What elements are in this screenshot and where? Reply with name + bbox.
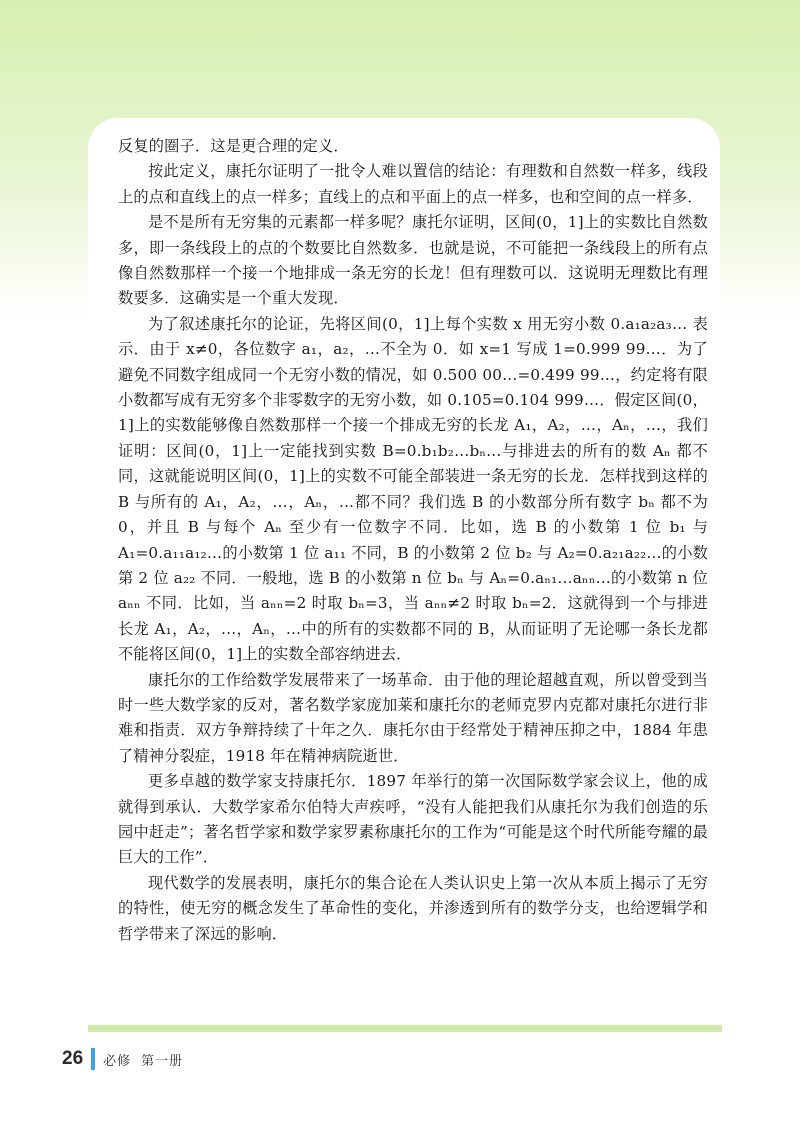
book-name: 必修 [103, 1053, 132, 1069]
paragraph-3: 是不是所有无穷集的元素都一样多呢？康托尔证明，区间(0，1]上的实数比自然数多，即一条线段上的点的个数要比自然数多．也就是说，不可能把一条线段上的所有点像自然数那样一个接一个地排成一条无穷的长龙！但有理数可以．这说明无理数比有理数要多．这确实是一个重大发现． [118, 213, 708, 308]
book-volume: 第一册 [141, 1053, 184, 1069]
paragraph-1: 反复的圈子．这是更合理的定义． [118, 137, 349, 155]
footer-accent-bar [91, 1048, 95, 1070]
paragraph-2: 按此定义，康托尔证明了一批令人难以置信的结论：有理数和自然数一样多，线段上的点和直线上的点一样多；直线上的点和平面上的点一样多，也和空间的点一样多． [118, 162, 708, 206]
paragraph-6: 更多卓越的数学家支持康托尔．1897 年举行的第一次国际数学家会议上，他的成就得到承认．大数学家希尔伯特大声疾呼，“没有人能把我们从康托尔为我们创造的乐园中赶走”；著名哲学家和数学家罗素称康托尔的工作为“可能是这个时代所能夸耀的最巨大的工作”． [118, 772, 708, 867]
book-title [103, 1050, 183, 1069]
page-number: 26 [62, 1048, 84, 1069]
paragraph-4: 为了叙述康托尔的论证，先将区间(0，1]上每个实数 x 用无穷小数 0.a₁a₂a₃… 表示．由于 x≠0，各位数字 a₁，a₂，…不全为 0．如 x=1 写成 1=0.999 99…．为了避免不同数字组成同一个无穷小数的情况，如 0.500 00…=0.499 99…，约定将有限小数都写成有无穷多个非零数字的无穷小数，如 0.105=0.104 999…．假定区间(0，1]上的实数能够像自然数那样一个接一个排成无穷的长龙 A₁，A₂，…，Aₙ，…，我们证明：区间(0，1]上一定能找到实数 B=0.b₁b₂…bₙ…与排进去的所有的数 Aₙ 都不同，这就能说明区间(0，1]上的实数不可能全部装进一条无穷的长龙．怎样找到这样的 B 与所有的 A₁，A₂，…，Aₙ，…都不同？我们选 B 的小数部分所有数字 bₙ 都不为 0，并且 B 与每个 Aₙ 至少有一位数字不同．比如，选 B 的小数第 1 位 b₁ 与 A₁=0.a₁₁a₁₂…的小数第 1 位 a₁₁ 不同，B 的小数第 2 位 b₂ 与 A₂=0.a₂₁a₂₂…的小数第 2 位 a₂₂ 不同．一般地，选 B 的小数第 n 位 bₙ 与 Aₙ=0.aₙ₁…aₙₙ…的小数第 n 位 aₙₙ 不同．比如，当 aₙₙ=2 时取 bₙ=3，当 aₙₙ≠2 时取 bₙ=2．这就得到一个与排进长龙 A₁，A₂，…，Aₙ，…中的所有的实数都不同的 B，从而证明了无论哪一条长龙都不能将区间(0，1]上的实数全部容纳进去． [118, 314, 708, 664]
page-footer [62, 1046, 183, 1072]
paragraph-7: 现代数学的发展表明，康托尔的集合论在人类认识史上第一次从本质上揭示了无穷的特性，使无穷的概念发生了革命性的变化，并渗透到所有的数学分支，也给逻辑学和哲学带来了深远的影响． [118, 873, 708, 943]
bottom-divider [88, 1025, 722, 1032]
page-body [118, 134, 708, 947]
paragraph-5: 康托尔的工作给数学发展带来了一场革命．由于他的理论超越直观，所以曾受到当时一些大数学家的反对，著名数学家庞加莱和康托尔的老师克罗内克都对康托尔进行非难和指责．双方争辩持续了十年之久．康托尔由于经常处于精神压抑之中，1884 年患了精神分裂症，1918 年在精神病院逝世． [118, 670, 708, 765]
